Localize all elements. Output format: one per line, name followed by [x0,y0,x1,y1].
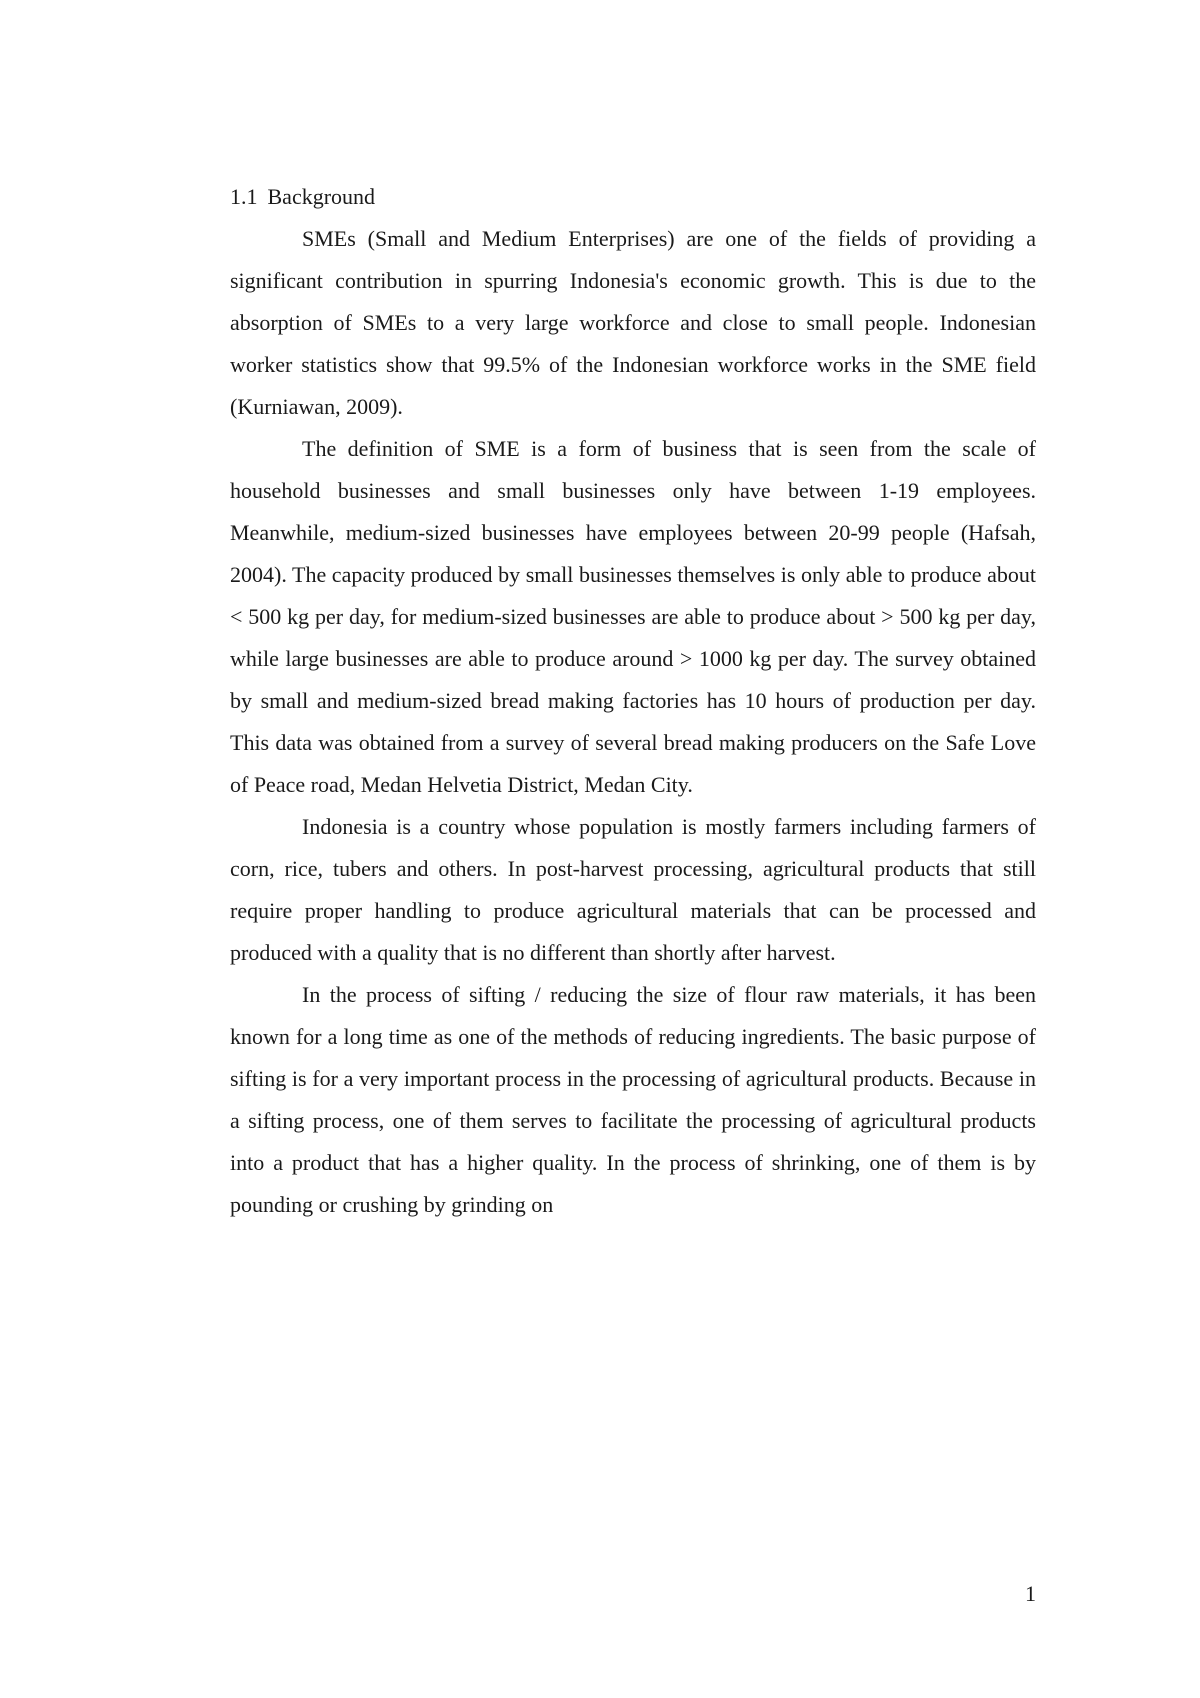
page-number: 1 [1025,1581,1036,1606]
section-title: Background [267,184,376,209]
paragraph-indonesia-farmers: Indonesia is a country whose population is mostly farmers including farmers of corn, rice, tubers and others. In post-harvest processing, agricultural products that still require proper handling to produce agricultural materials that can be processed and produced with a quality that is no different than shortly after harvest. [230,814,1036,965]
page-content [230,176,1036,1226]
section-heading [230,176,1036,218]
paragraph-sifting-process: In the process of sifting / reducing the size of flour raw materials, it has been known for a long time as one of the methods of reducing ingredients. The basic purpose of sifting is for a very important process in the processing of agricultural products. Because in a sifting process, one of them serves to facilitate the processing of agricultural products into a product that has a higher quality. In the process of shrinking, one of them is by pounding or crushing by grinding on [230,982,1036,1217]
section-number: 1.1 [230,184,258,209]
paragraph-sme-definition: The definition of SME is a form of business that is seen from the scale of household businesses and small businesses only have between 1-19 employees. Meanwhile, medium-sized businesses have employees between 20-99 people (Hafsah, 2004). The capacity produced by small businesses themselves is only able to produce about < 500 kg per day, for medium-sized businesses are able to produce about > 500 kg per day, while large businesses are able to produce around > 1000 kg per day. The survey obtained by small and medium-sized bread making factories has 10 hours of production per day. This data was obtained from a survey of several bread making producers on the Safe Love of Peace road, Medan Helvetia District, Medan City. [230,436,1036,797]
paragraph-smes-contribution: SMEs (Small and Medium Enterprises) are one of the fields of providing a significant contribution in spurring Indonesia's economic growth. This is due to the absorption of SMEs to a very large workforce and close to small people. Indonesian worker statistics show that 99.5% of the Indonesian workforce works in the SME field (Kurniawan, 2009). [230,226,1036,419]
